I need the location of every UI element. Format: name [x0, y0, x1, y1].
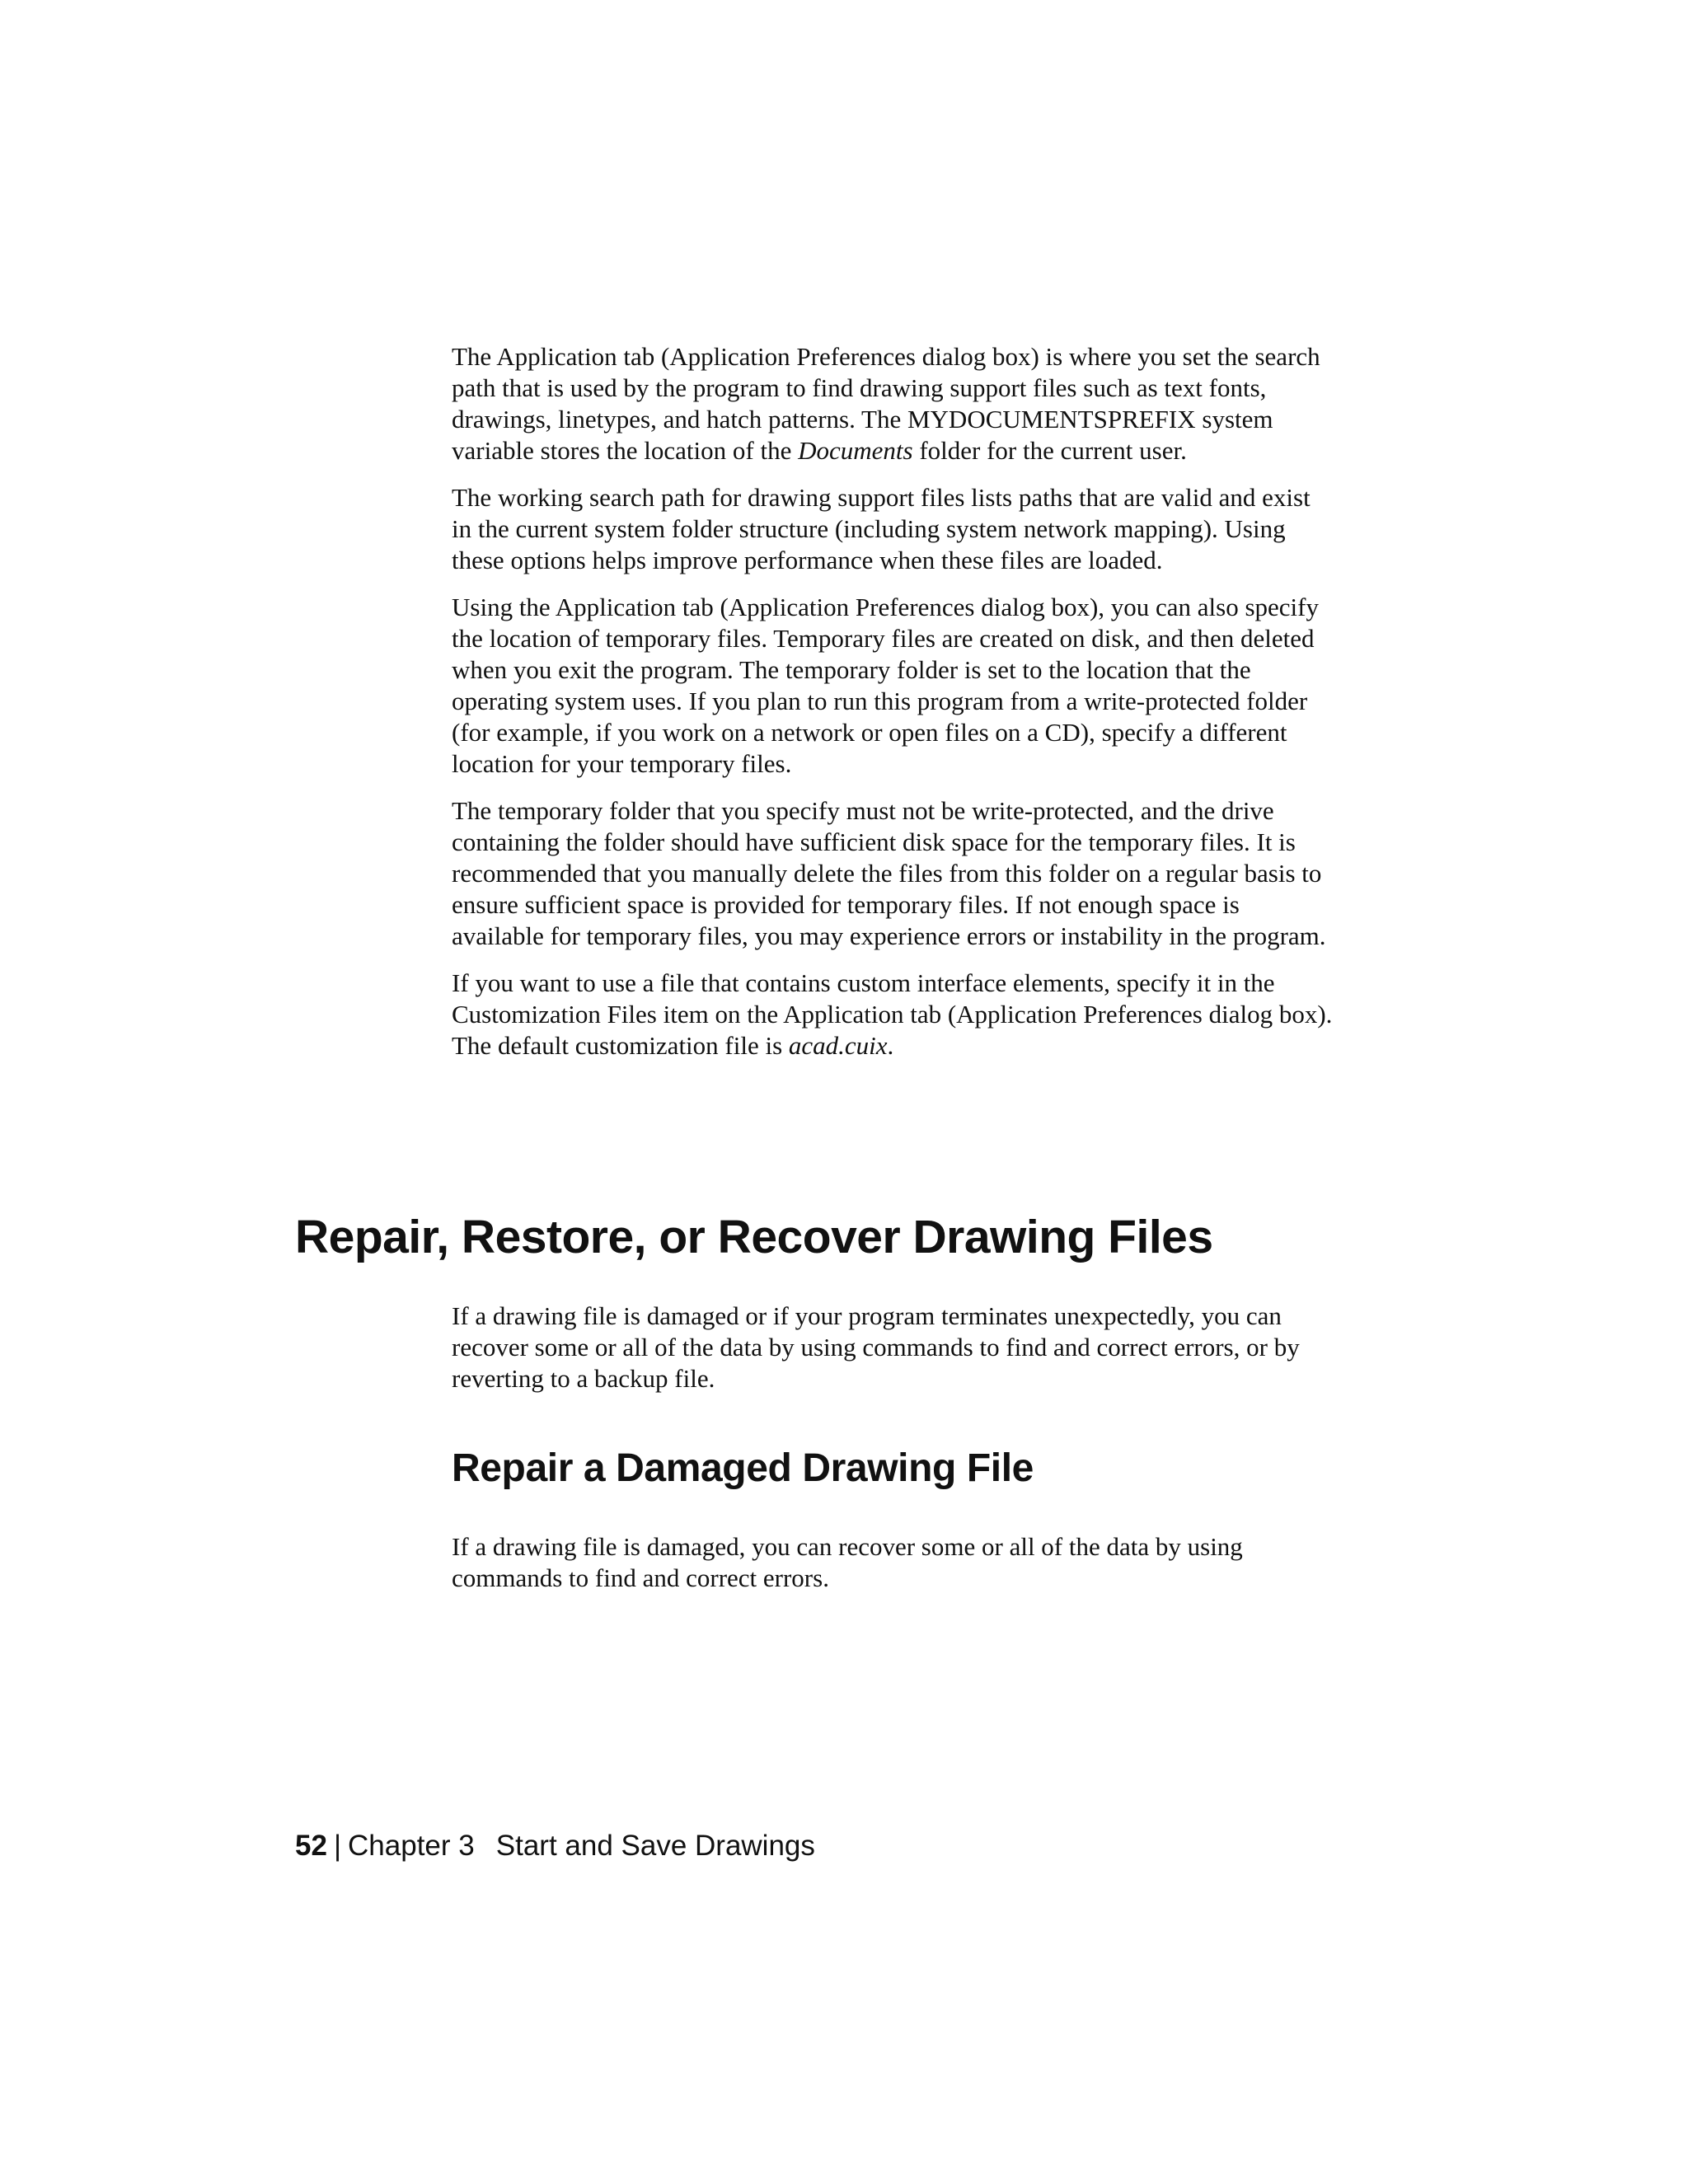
subsection-heading-repair-damaged-file: Repair a Damaged Drawing File [452, 1446, 1034, 1490]
page-number: 52 [295, 1830, 327, 1862]
intro-paragraph-1 [452, 341, 1335, 466]
intro-paragraph-5-tail: . [887, 1031, 894, 1060]
intro-paragraph-2: The working search path for drawing support files lists paths that are valid and exist in the current system folder structure (including system network mapping). Using these options helps improve performance when these files are loaded. [452, 483, 1311, 574]
repair-damaged-file-section [452, 1531, 1335, 1610]
intro-paragraph-4: The temporary folder that you specify must not be write-protected, and the drive containing the folder should have sufficient disk space for the temporary files. It is recommended that you manually delete the files from this folder on a regular basis to ensure sufficient space is provided for temporary files. If not enough space is available for temporary files, you may experience errors or instability in the program. [452, 796, 1326, 950]
section-heading-repair-restore-recover: Repair, Restore, or Recover Drawing Files [295, 1211, 1213, 1263]
intro-paragraph-1-tail: folder for the current user. [912, 436, 1187, 465]
customization-file-name: acad.cuix [788, 1031, 888, 1060]
intro-paragraph-5-text: If you want to use a file that contains custom interface elements, specify it in the Customization Files item on the Application tab (Application Preferences dialog box). The default customization file is [452, 968, 1333, 1060]
intro-section [452, 341, 1335, 1077]
footer-chapter: Chapter 3 [348, 1830, 475, 1862]
documents-folder-name: Documents [798, 436, 913, 465]
intro-paragraph-1-text: The Application tab (Application Preferences dialog box) is where you set the search path that is used by the program to find drawing support files such as text fonts, drawings, linetypes, and hatch patterns. The MYDOCUMENTSPREFIX system variable stores the location of the [452, 342, 1320, 465]
repair-restore-recover-section [452, 1301, 1335, 1410]
repair-damaged-file-paragraph: If a drawing file is damaged, you can recover some or all of the data by using commands to find and correct errors. [452, 1532, 1243, 1592]
footer-chapter-title: Start and Save Drawings [495, 1830, 815, 1862]
page-footer [295, 1828, 815, 1864]
repair-restore-recover-paragraph: If a drawing file is damaged or if your program terminates unexpectedly, you can recover some or all of the data by using commands to find and correct errors, or by reverting to a backup file. [452, 1301, 1300, 1393]
intro-paragraph-3: Using the Application tab (Application Preferences dialog box), you can also specify the location of temporary files. Temporary files are created on disk, and then deleted when you exit the program. The temporary folder is set to the location that the operating system uses. If you plan to run this program from a write-protected folder (for example, if you work on a network or open files on a CD), specify a different location for your temporary files. [452, 593, 1319, 778]
footer-separator: | [333, 1830, 342, 1862]
intro-paragraph-5 [452, 968, 1335, 1062]
